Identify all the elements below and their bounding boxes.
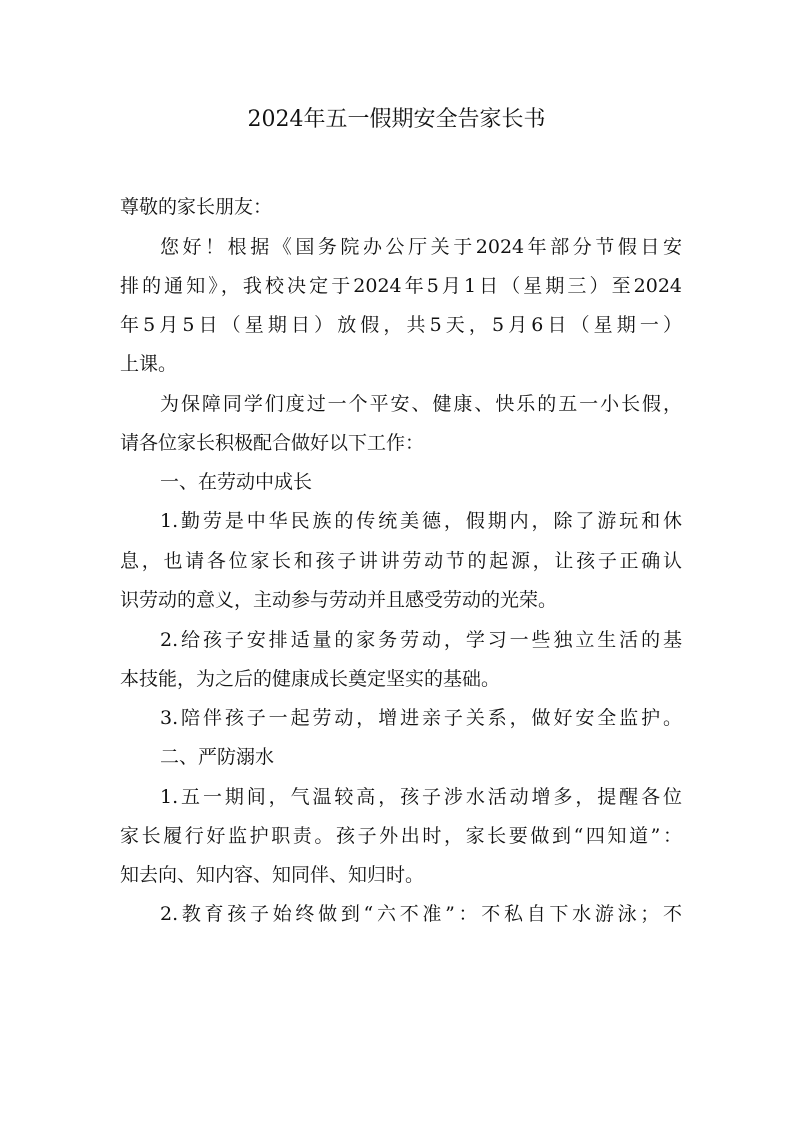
section-heading: 一、在劳动中成长 bbox=[160, 471, 313, 493]
paragraph-line: 3.陪伴孩子一起劳动，增进亲子关系，做好安全监护。 bbox=[160, 707, 682, 729]
section-heading: 二、严防溺水 bbox=[160, 746, 275, 768]
paragraph-line: 本技能，为之后的健康成长奠定坚实的基础。 bbox=[120, 668, 501, 690]
paragraph-line: 知去向、知内容、知同伴、知归时。 bbox=[120, 864, 425, 886]
paragraph-line: 息，也请各位家长和孩子讲讲劳动节的起源，让孩子正确认 bbox=[120, 550, 682, 572]
paragraph-line: 2.给孩子安排适量的家务劳动，学习一些独立生活的基 bbox=[160, 629, 682, 651]
paragraph-line: 识劳动的意义，主动参与劳动并且感受劳动的光荣。 bbox=[120, 589, 558, 611]
paragraph-line: 年5月5日（星期日）放假，共5天，5月6日（星期一） bbox=[120, 314, 682, 336]
paragraph-line: 1.勤劳是中华民族的传统美德，假期内，除了游玩和休 bbox=[160, 510, 682, 532]
paragraph-line: 上课。 bbox=[120, 353, 178, 375]
paragraph-line: 请各位家长积极配合做好以下工作： bbox=[120, 432, 425, 454]
paragraph-line: 排的通知》，我校决定于2024年5月1日（星期三）至2024 bbox=[120, 275, 682, 297]
paragraph-line: 2.教育孩子始终做到“六不准”：不私自下水游泳；不 bbox=[160, 903, 682, 925]
paragraph-line: 家长履行好监护职责。孩子外出时，家长要做到“四知道”： bbox=[120, 825, 682, 847]
paragraph-line: 1.五一期间，气温较高，孩子涉水活动增多，提醒各位 bbox=[160, 786, 682, 808]
document-title: 2024年五一假期安全告家长书 bbox=[247, 107, 546, 132]
paragraph-line: 为保障同学们度过一个平安、健康、快乐的五一小长假， bbox=[160, 393, 682, 415]
paragraph-line: 您好！根据《国务院办公厅关于2024年部分节假日安 bbox=[160, 236, 682, 258]
salutation: 尊敬的家长朋友： bbox=[120, 196, 273, 218]
